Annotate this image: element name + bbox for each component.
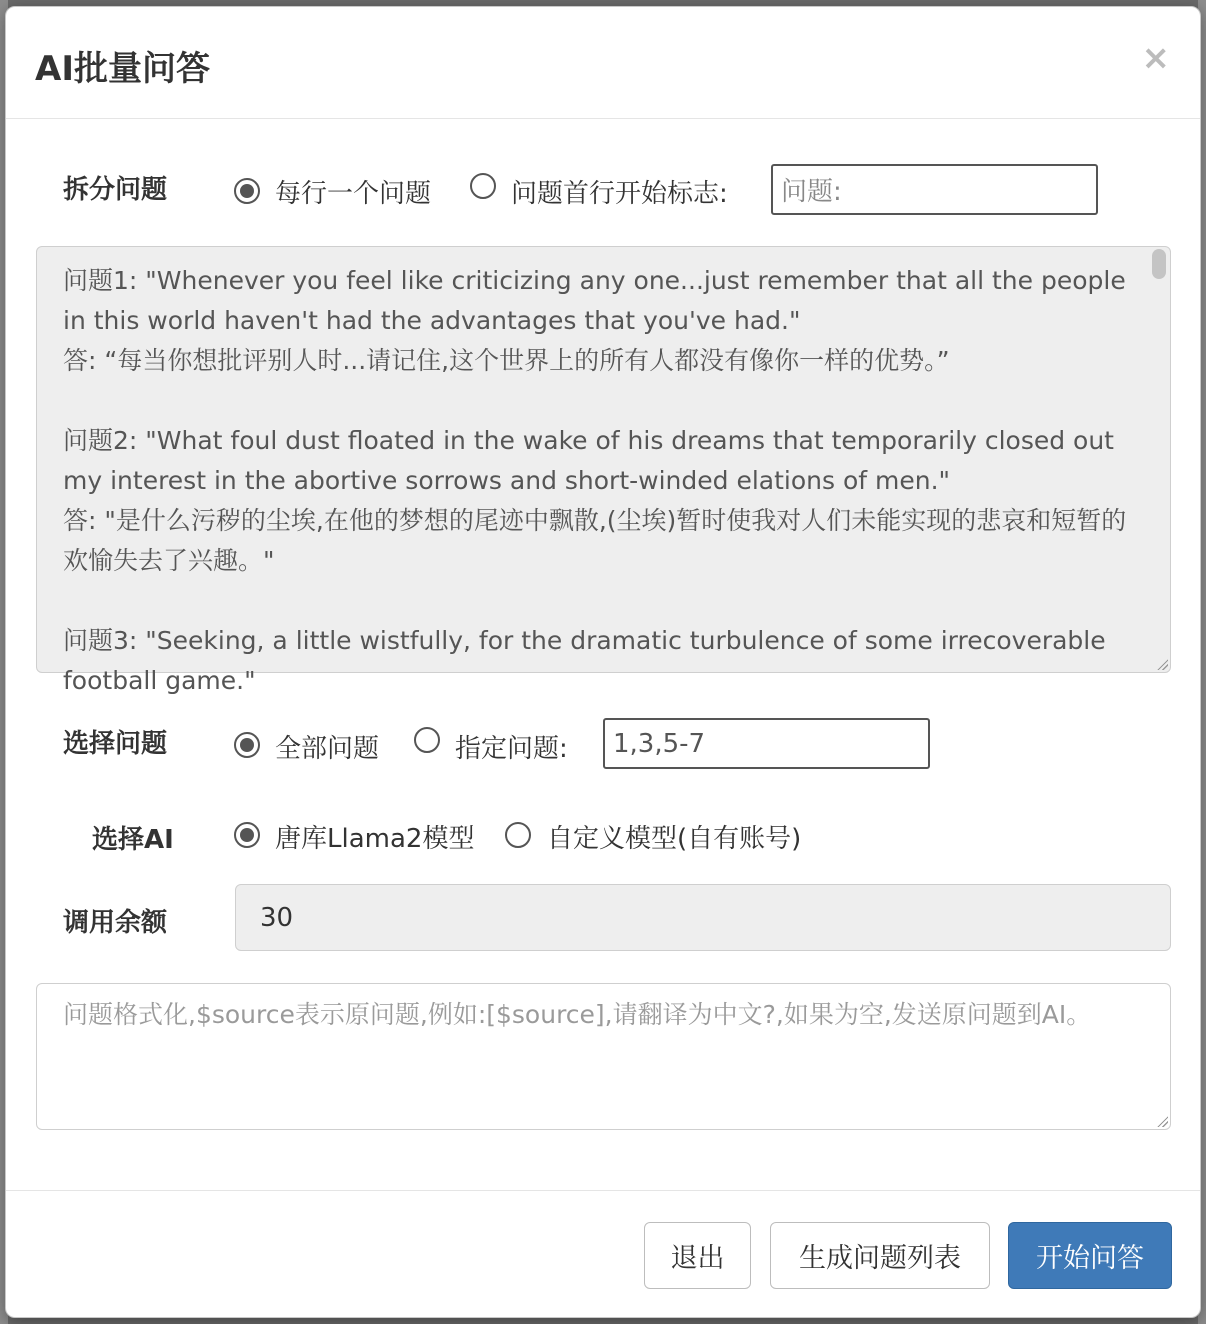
select-questions-label: 选择问题	[63, 729, 168, 759]
footer-divider	[6, 1190, 1200, 1191]
questions-text: 问题1: "Whenever you feel like criticizing any one...just remember that all the people in this world haven't had the advantages that you've had." 答: “每当你想批评别人时...请记住,这个世界上的所有人都没有像你一样的优势。” 问题2: "What foul dust floated in the wake of his dreams that temporarily closed out my interest in the abortive sorrows and short-winded elations of men." 答: "是什么污秽的尘埃,在他的梦想的尾迹中飘散,(尘埃)暂时使我对人们未能实现的悲哀和短暂的欢愉失去了兴趣。" 问题3: "Seeking, a little wistfully, for the dramatic turbulence of some irrecoverable football game."	[63, 266, 1127, 695]
resize-handle-icon[interactable]	[1156, 658, 1168, 670]
exit-button[interactable]: 退出	[644, 1222, 751, 1289]
select-specific-label[interactable]: 指定问题:	[455, 734, 568, 764]
split-marker-label[interactable]: 问题首行开始标志:	[511, 179, 728, 209]
split-per-line-label[interactable]: 每行一个问题	[275, 179, 432, 209]
ai-custom-radio[interactable]	[505, 822, 531, 848]
generate-question-list-button[interactable]: 生成问题列表	[770, 1222, 990, 1289]
select-ai-label: 选择AI	[92, 825, 174, 855]
scrollbar-thumb[interactable]	[1152, 249, 1166, 279]
start-qa-button[interactable]: 开始问答	[1008, 1222, 1172, 1289]
resize-handle-icon[interactable]	[1156, 1115, 1168, 1127]
ai-batch-qa-dialog	[5, 6, 1201, 1318]
split-label: 拆分问题	[63, 175, 168, 205]
balance-field: 30	[235, 884, 1171, 951]
close-icon[interactable]: ×	[1141, 38, 1170, 78]
ai-llama-label[interactable]: 唐库Llama2模型	[275, 824, 475, 854]
specific-questions-input[interactable]: 1,3,5-7	[603, 718, 930, 769]
format-textarea[interactable]	[36, 983, 1171, 1130]
questions-textarea[interactable]	[36, 246, 1171, 695]
split-marker-radio[interactable]	[470, 173, 496, 199]
select-all-label[interactable]: 全部问题	[275, 734, 380, 764]
format-placeholder: 问题格式化,$source表示原问题,例如:[$source],请翻译为中文?,如果为空,发送原问题到AI。	[63, 1000, 1092, 1029]
select-all-radio[interactable]	[234, 732, 260, 758]
questions-scrollbar[interactable]	[1152, 249, 1166, 667]
ai-custom-label[interactable]: 自定义模型(自有账号)	[547, 824, 802, 854]
dialog-title: AI批量问答	[35, 49, 210, 89]
balance-label: 调用余额	[63, 908, 168, 938]
select-specific-radio[interactable]	[414, 727, 440, 753]
split-per-line-radio[interactable]	[234, 178, 260, 204]
dialog-header	[6, 7, 1200, 119]
split-marker-input[interactable]: 问题:	[771, 164, 1098, 215]
ai-llama-radio[interactable]	[234, 822, 260, 848]
